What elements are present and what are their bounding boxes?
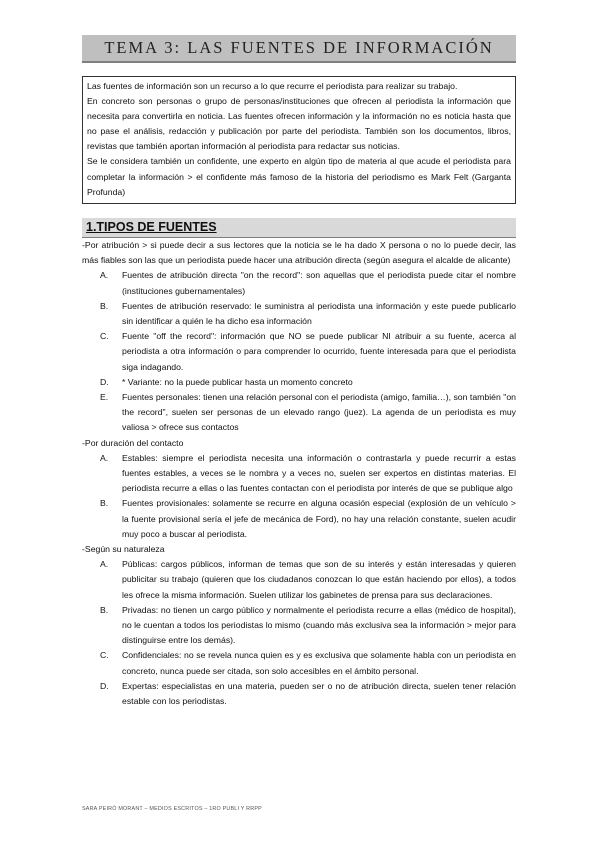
nature-item-a: Públicas: cargos públicos, informan de temas que son de su interés y están interesadas y quieren publicitar su trabajo (quieren que los ciudadanos conozcan lo que están haciendo por ellos), a todos les ofrece la misma información. Suelen utilizar los gabinetes de prensa para sus declaraciones. [122, 559, 516, 600]
list-item [82, 329, 516, 375]
list-marker: E. [100, 392, 109, 403]
nature-item-b: Privadas: no tienen un cargo público y normalmente el periodista recurre a ellas (médico de hospital), no le cuentan a todos los periodistas lo mismo (cuando más exclusiva sea la información > mejor para distinguirse entre los demás). [122, 604, 516, 646]
duration-item-b: Fuentes provisionales: solamente se recurre en alguna ocasión especial (explosión de un vehículo > la fuente provisional sería el jefe de mecánica de Ford), no hay una relación constante, suelen acudir muy poco a buscar al periodista. [122, 498, 516, 539]
list-marker: B. [100, 300, 109, 311]
list-item [82, 299, 516, 329]
list-item [82, 268, 516, 298]
section-title: 1.TIPOS DE FUENTES [86, 220, 217, 234]
list-marker: D. [100, 376, 109, 387]
nature-heading: -Según su naturaleza [82, 544, 165, 555]
nature-item-d: Expertas: especialistas en una materia, pueden ser o no de atribución directa, suelen tener relación estable con los periodistas. [122, 680, 516, 707]
attribution-item-b: Fuentes de atribución reservado: le suministra al periodista una información y este puede publicarlo sin identificar a quién le ha dicho esa información [122, 300, 516, 327]
duration-item-a: Estables: siempre el periodista necesita una información o contrastarla y puede recurrir a estas fuentes estables, a veces se le nombra y a veces no, suelen ser expertos en distintas materias. El periodista recurre a ellas o las fuentes contactan con el periodista por interés de que se publique algo [122, 452, 516, 494]
list-marker: A. [100, 559, 109, 570]
nature-item-c: Confidenciales: no se revela nunca quien es y es exclusiva que solamente habla con un periodista en concreto, nunca puede ser citada, son solo accesibles en el ámbito personal. [122, 650, 516, 676]
list-marker: C. [100, 331, 109, 342]
attribution-heading: -Por atribución > si puede decir a sus lectores que la noticia se le ha dado X persona o no lo puede decir, las más fiables son las que un periodista puede hacer una atribución directa (según asegura el alcalde de alicante) [82, 240, 516, 266]
list-item [82, 557, 516, 603]
attribution-item-a: Fuentes de atribución directa "on the record": son aquellas que el periodista puede citar el nombre (instituciones gubernamentales) [122, 270, 516, 296]
attribution-item-d: * Variante: no la puede publicar hasta un momento concreto [122, 376, 353, 387]
title-banner [82, 35, 516, 63]
attribution-item-c: Fuente "off the record": información que NO se puede publicar NI atribuir a su fuente, acerca al periodista a otra información o para comprender lo ocurrido, fuente interesada para que el periodista siga indagando. [122, 331, 516, 372]
list-item [82, 496, 516, 542]
list-marker: C. [100, 650, 109, 661]
list-item [82, 375, 516, 390]
page-title: TEMA 3: LAS FUENTES DE INFORMACIÓN [104, 38, 494, 57]
intro-paragraph: En concreto son personas o grupo de personas/instituciones que ofrecen al periodista la información que necesita para convertirla en noticia. Las fuentes ofrecen información y la información no es noticia hasta que no pase el análisis, redacción y publicación por parte del periodista. También son los documentos, libros, revistas que también aportan información al periodista para redactar sus noticias. [87, 96, 511, 152]
page-footer: SARA PEIRÓ MORANT – MEDIOS ESCRITOS – 1RO PUBLI Y RRPP [82, 806, 262, 812]
list-item [82, 603, 516, 649]
list-marker: B. [100, 498, 109, 509]
list-item [82, 648, 516, 678]
list-marker: B. [100, 604, 109, 615]
duration-heading: -Por duración del contacto [82, 437, 184, 448]
intro-box [82, 76, 516, 204]
attribution-item-e: Fuentes personales: tienen una relación personal con el periodista (amigo, familia…), son también "on the record", suelen ser personas de un elevado rango (juez). La agenda de un periodista es muy valiosa > ofrece sus contactos [122, 392, 516, 433]
section-heading-bar [82, 218, 516, 238]
list-item [82, 679, 516, 709]
list-item [82, 390, 516, 436]
intro-confidente: Se le considera también un confidente, une experto en algún tipo de materia al que acude el periodista para completar la información > el confidente más famoso de la historia del periodismo es Mark Felt (Garganta Profunda) [87, 156, 511, 197]
list-marker: A. [100, 270, 109, 281]
list-item [82, 451, 516, 497]
intro-line-1: Las fuentes de información son un recurso a lo que recurre el periodista para realizar su trabajo. [87, 81, 458, 91]
list-marker: A. [100, 452, 109, 463]
body-text [82, 238, 516, 709]
list-marker: D. [100, 680, 109, 691]
